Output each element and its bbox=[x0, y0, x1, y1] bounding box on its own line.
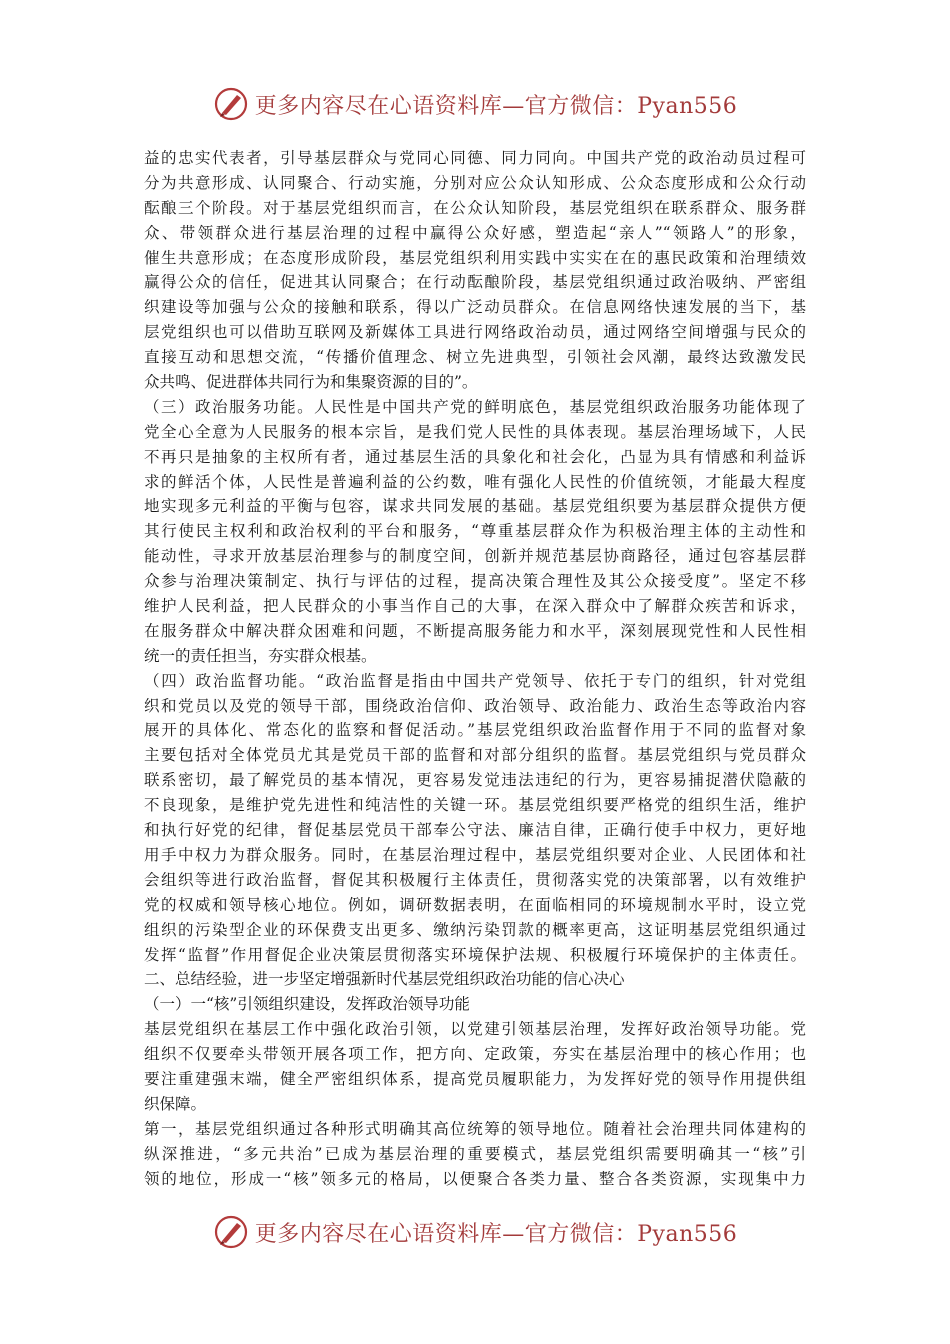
text-line: 主要包括对全体党员尤其是党员干部的监督和对部分组织的监督。基层党组织与党员群众 bbox=[144, 746, 806, 765]
text-line: 益的忠实代表者，引导基层群众与党同心同德、同力同向。中国共产党的政治动员过程可 bbox=[144, 149, 806, 167]
text-line: 维护人民利益，把人民群众的小事当作自己的大事，在深入群众中了解群众疾苦和诉求， bbox=[144, 597, 806, 616]
text-line: 直接互动和思想交流，“传播价值理念、树立先进典型，引领社会风潮，最终达致激发民 bbox=[144, 348, 806, 367]
text-line: 党的权威和领导核心地位。例如，调研数据表明，在面临相同的环境规制水平时，设立党 bbox=[144, 895, 806, 914]
text-line: 二、总结经验，进一步坚定增强新时代基层党组织政治功能的信心决心 bbox=[144, 970, 625, 989]
banner-text: 更多内容尽在心语资料库—官方微信：Pyan556 bbox=[254, 93, 738, 119]
footer-banner bbox=[0, 1212, 950, 1252]
text-line: 和执行好党的纪律，督促基层党员干部奉公守法、廉洁自律，正确行使手中权力，更好地 bbox=[144, 821, 806, 840]
pen-circle-logo-icon bbox=[213, 86, 249, 122]
text-line: 织保障。 bbox=[144, 1094, 207, 1113]
text-line: 统一的责任担当，夯实群众根基。 bbox=[144, 646, 377, 665]
text-line: 不再只是抽象的主权所有者，通过基层生活的具象化和社会化，凸显为具有情感和利益诉 bbox=[144, 447, 806, 466]
text-line: 众参与治理决策制定、执行与评估的过程，提高决策合理性及其公众接受度”。坚定不移 bbox=[144, 572, 806, 591]
text-line: 织和党员以及党的领导干部，围绕政治信仰、政治领导、政治能力、政治生态等政治内容 bbox=[144, 696, 806, 715]
text-line: 用手中权力为群众服务。同时，在基层治理过程中，基层党组织要对企业、人民团体和社 bbox=[144, 845, 806, 864]
text-line: 酝酿三个阶段。对于基层党组织而言，在公众认知阶段，基层党组织在联系群众、服务群 bbox=[144, 198, 806, 217]
text-line: 纵深推进，“多元共治”已成为基层治理的重要模式，基层党组织需要明确其一“核”引 bbox=[144, 1144, 806, 1163]
text-line: 要注重建强末端，健全严密组织体系，提高党员履职能力，为发挥好党的领导作用提供组 bbox=[144, 1069, 806, 1088]
document-body bbox=[144, 146, 806, 1191]
text-line: 赢得公众的信任，促进其认同聚合；在行动酝酿阶段，基层党组织通过政治吸纳、严密组 bbox=[144, 273, 806, 292]
text-line: 基层党组织在基层工作中强化政治引领，以党建引领基层治理，发挥好政治领导功能。党 bbox=[144, 1020, 806, 1039]
text-line: （三）政治服务功能。人民性是中国共产党的鲜明底色，基层党组织政治服务功能体现了 bbox=[144, 397, 806, 416]
text-line: 领的地位，形成一“核”领多元的格局，以便聚合各类力量、整合各类资源，实现集中力 bbox=[144, 1169, 806, 1188]
text-line: 其行使民主权利和政治权利的平台和服务，“尊重基层群众作为积极治理主体的主动性和 bbox=[144, 522, 806, 541]
text-line: 层党组织也可以借助互联网及新媒体工具进行网络政治动员，通过网络空间增强与民众的 bbox=[144, 323, 806, 342]
text-line: 组织的污染型企业的环保费支出更多、缴纳污染罚款的概率更高，这证明基层党组织通过 bbox=[144, 920, 806, 939]
banner-text: 更多内容尽在心语资料库—官方微信：Pyan556 bbox=[254, 1221, 738, 1247]
text-line: 求的鲜活个体，人民性是普遍利益的公约数，唯有强化人民性的价值统领，才能最大程度 bbox=[144, 472, 806, 491]
text-line: 催生共意形成；在态度形成阶段，基层党组织利用实践中实实在在的惠民政策和治理绩效 bbox=[144, 248, 806, 267]
text-line: 联系密切，最了解党员的基本情况，更容易发觉违法违纪的行为，更容易捕捉潜伏隐蔽的 bbox=[144, 771, 806, 790]
text-line: 不良现象，是维护党先进性和纯洁性的关键一环。基层党组织要严格党的组织生活，维护 bbox=[144, 796, 806, 815]
text-line: 能动性，寻求开放基层治理参与的制度空间，创新并规范基层协商路径，通过包容基层群 bbox=[144, 547, 806, 566]
text-line: 分为共意形成、认同聚合、行动实施，分别对应公众认知形成、公众态度形成和公众行动 bbox=[144, 173, 806, 192]
text-line: 众共鸣、促进群体共同行为和集聚资源的目的”。 bbox=[144, 373, 478, 392]
header-banner bbox=[0, 84, 950, 124]
text-line: 众、带领群众进行基层治理的过程中赢得公众好感，塑造起“亲人”“领路人”的形象， bbox=[144, 223, 806, 242]
text-line: （四）政治监督功能。“政治监督是指由中国共产党领导、依托于专门的组织，针对党组 bbox=[144, 671, 806, 690]
text-line: 展开的具体化、常态化的监察和督促活动。”基层党组织政治监督作用于不同的监督对象 bbox=[144, 721, 806, 740]
text-line: 织建设等加强与公众的接触和联系，得以广泛动员群众。在信息网络快速发展的当下，基 bbox=[144, 298, 806, 317]
text-line: （一）一“核”引领组织建设，发挥政治领导功能 bbox=[144, 995, 470, 1014]
text-line: 地实现多元利益的平衡与包容，谋求共同发展的基础。基层党组织要为基层群众提供方便 bbox=[144, 497, 806, 516]
text-line: 第一，基层党组织通过各种形式明确其高位统筹的领导地位。随着社会治理共同体建构的 bbox=[144, 1119, 806, 1138]
text-line: 会组织等进行政治监督，督促其积极履行主体责任，贯彻落实党的决策部署，以有效维护 bbox=[144, 870, 806, 889]
text-line: 党全心全意为人民服务的根本宗旨，是我们党人民性的具体表现。基层治理场域下，人民 bbox=[144, 422, 806, 441]
text-line: 发挥“监督”作用督促企业决策层贯彻落实环境保护法规、积极履行环境保护的主体责任。 bbox=[144, 945, 806, 964]
text-line: 在服务群众中解决群众困难和问题，不断提高服务能力和水平，深刻展现党性和人民性相 bbox=[144, 621, 806, 640]
pen-circle-logo-icon bbox=[213, 1214, 249, 1250]
text-line: 组织不仅要牵头带领开展各项工作，把方向、定政策，夯实在基层治理中的核心作用；也 bbox=[144, 1045, 806, 1064]
